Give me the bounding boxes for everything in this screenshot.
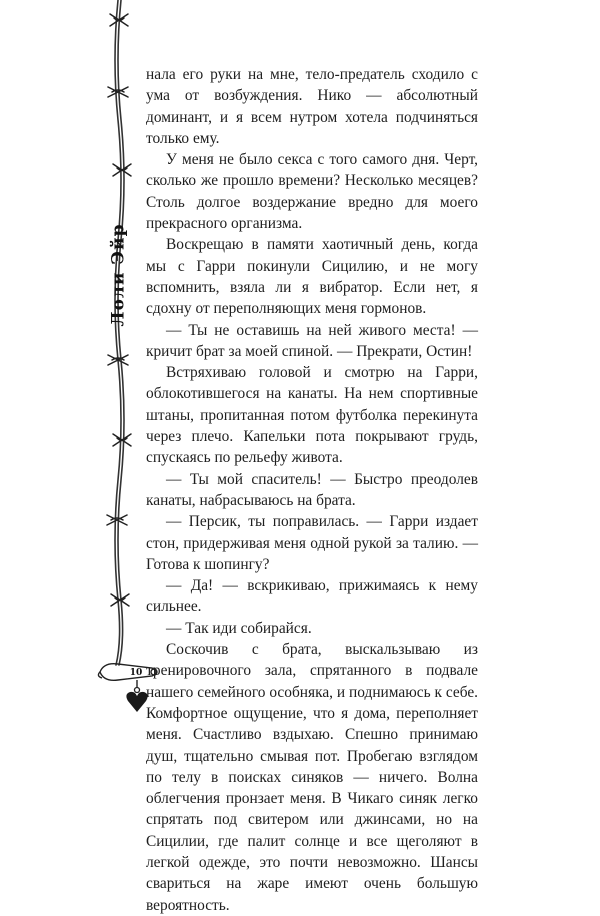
paragraph: Встряхиваю головой и смотрю на Гарри, облокотившегося на канаты. На нем спортивные штаны, пропитанная потом футболка перекинута через плечо. Капельки пота покрывают грудь, спускаясь по рельефу живота.: [146, 364, 478, 467]
page-body-text: [146, 64, 478, 916]
paragraph: — Так иди собирайся.: [166, 619, 312, 637]
author-name-vertical: [100, 210, 136, 340]
paragraph: Воскрещаю в памяти хаотичный день, когда мы с Гарри покинули Сицилию, и не могу вспомнить, взяла ли я вибратор. Если нет, я сдохну от переполняющих меня гормонов.: [146, 236, 478, 318]
paragraph: — Ты мой спаситель! — Быстро преодолев канаты, набрасываюсь на брата.: [146, 470, 478, 509]
paragraph: — Персик, ты поправилась. — Гарри издает стон, придерживая меня одной рукой за талию. — Готова к шопингу?: [146, 513, 478, 573]
paragraph: — Ты не оставишь на ней живого места! — кричит брат за моей спиной. — Прекрати, Остин!: [146, 321, 478, 360]
paragraph: Соскочив с брата, выскальзываю из тренировочного зала, спрятанного в подвале нашего семейного особняка, и поднимаюсь к себе. Комфортное ощущение, что я дома, переполняет меня. Счастливо вздыхаю. Спешно принимаю душ, тщательно смывая пот. Пробегаю взглядом по телу в поисках синяков — ничего. Волна облегчения пронзает меня. В Чикаго синяк легко спрятать под свитером или джинсами, но на Сицилии, где палит солнце и все щеголяют в легкой одежде, это почти невозможно. Шансы свариться на жаре имеют очень большую вероятность.: [146, 641, 478, 914]
paragraph: У меня не было секса с того самого дня. Черт, сколько же прошло времени? Несколько месяцев? Столь долгое воздержание вредно для моего прекрасного организма.: [146, 151, 478, 233]
paragraph: нала его руки на мне, тело-предатель сходило с ума от возбуждения. Нико — абсолютный доминант, и я всем нутром хотела подчиняться только ему.: [146, 66, 478, 147]
heart-charm-icon: [126, 680, 147, 712]
author-name: Лоли Эйр: [108, 223, 128, 327]
page-number: 10: [129, 668, 143, 678]
barbed-wire-ornament: [0, 0, 160, 750]
paragraph: — Да! — вскрикиваю, прижимаясь к нему сильнее.: [146, 577, 478, 616]
